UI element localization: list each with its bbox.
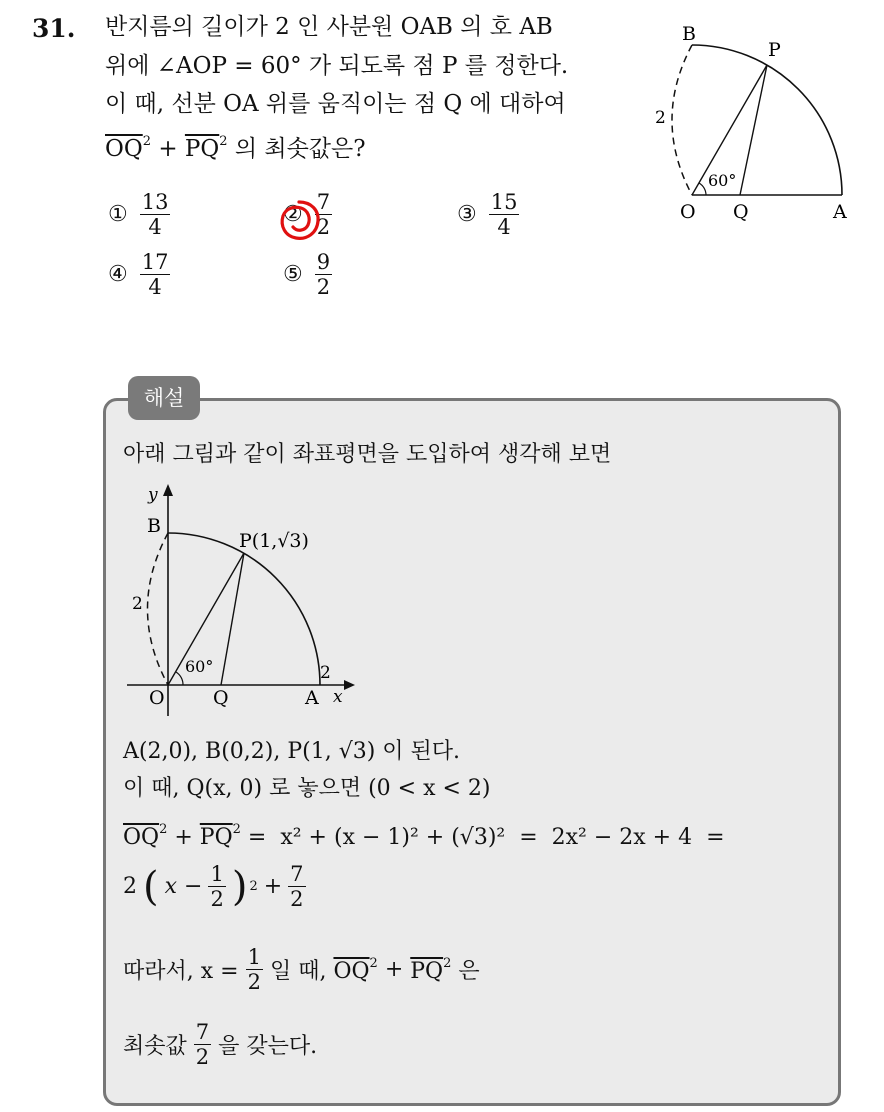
y-axis-arrow-icon bbox=[163, 484, 173, 496]
solution-line-4 bbox=[123, 862, 306, 911]
quarter-circle-figure bbox=[640, 18, 870, 228]
fraction-half bbox=[208, 862, 225, 911]
exponent: 2 bbox=[142, 134, 151, 149]
denominator: 4 bbox=[148, 215, 162, 239]
choice-fraction bbox=[489, 190, 520, 239]
choice-fraction bbox=[140, 190, 171, 239]
segment-oq: $\overline{OQ}$ bbox=[105, 136, 143, 162]
choice-fraction bbox=[315, 250, 332, 299]
conclusion-text: 을 갖는다. bbox=[218, 1034, 318, 1059]
segment-oq: $\overline{OQ}$ bbox=[333, 958, 370, 984]
plus-sign: + bbox=[174, 825, 193, 850]
exponent: 2 bbox=[443, 955, 452, 971]
plus-sign: + bbox=[263, 874, 283, 899]
choice-3[interactable] bbox=[457, 190, 519, 239]
label-a: A bbox=[833, 201, 847, 223]
x-axis-arrow-icon bbox=[344, 680, 355, 690]
label-b: B bbox=[147, 515, 161, 537]
numerator: 15 bbox=[490, 190, 518, 214]
label-b: B bbox=[682, 23, 696, 45]
segment-oq: $\overline{OQ}$ bbox=[123, 825, 160, 850]
question-line-4 bbox=[105, 127, 366, 164]
label-x: x bbox=[333, 687, 343, 707]
label-radius: 2 bbox=[655, 108, 666, 128]
choice-mark: ④ bbox=[108, 262, 128, 287]
choice-fraction bbox=[140, 250, 171, 299]
denominator: 2 bbox=[195, 1045, 210, 1069]
segment-pq bbox=[740, 65, 767, 195]
angle-arc bbox=[699, 183, 706, 195]
exponent: 2 bbox=[219, 134, 228, 149]
dashed-radius bbox=[148, 533, 169, 685]
plus-sign: + bbox=[158, 136, 178, 162]
label-o: O bbox=[149, 687, 165, 709]
numerator: 9 bbox=[316, 250, 331, 274]
numerator: 7 bbox=[195, 1020, 210, 1044]
segment-pq: $\overline{PQ}$ bbox=[410, 958, 444, 984]
coefficient: 2 bbox=[123, 874, 137, 899]
solution-line-1: A(2,0), B(0,2), P(1, √3) 이 된다. bbox=[123, 739, 461, 764]
exponent: 2 bbox=[159, 822, 168, 837]
label-p: P bbox=[768, 39, 781, 61]
label-a: A bbox=[305, 687, 319, 709]
topic-particle: 은 bbox=[458, 959, 480, 984]
label-two-left: 2 bbox=[132, 594, 143, 614]
answer-circle-mark bbox=[275, 196, 323, 244]
label-two-bottom: 2 bbox=[320, 663, 331, 683]
question-line-1: 반지름의 길이가 2 인 사분원 OAB 의 호 AB bbox=[105, 14, 553, 40]
denominator: 2 bbox=[247, 970, 261, 994]
left-paren: ( bbox=[143, 863, 159, 910]
choice-4[interactable] bbox=[108, 250, 170, 299]
right-paren: ) bbox=[231, 863, 248, 910]
choice-mark: ① bbox=[108, 202, 128, 227]
solution-tag: 해설 bbox=[128, 376, 200, 420]
segment-pq: $\overline{PQ}$ bbox=[199, 825, 233, 850]
minimum-text: 최솟값 bbox=[123, 1034, 187, 1059]
label-o: O bbox=[680, 201, 696, 223]
numerator: 17 bbox=[141, 250, 169, 274]
fraction-seven-half bbox=[288, 862, 305, 911]
denominator: 2 bbox=[290, 887, 304, 911]
label-p: P(1,√3) bbox=[239, 530, 309, 552]
choice-mark: ③ bbox=[457, 202, 477, 227]
denominator: 2 bbox=[210, 887, 224, 911]
when-text: 일 때, bbox=[269, 959, 327, 984]
solution-line-5 bbox=[123, 945, 480, 994]
numerator: 7 bbox=[290, 862, 304, 886]
question-line-2: 위에 ∠AOP = 60° 가 되도록 점 P 를 정한다. bbox=[105, 53, 569, 79]
numerator: 1 bbox=[210, 862, 224, 886]
label-q: Q bbox=[213, 687, 229, 709]
choice-1[interactable] bbox=[108, 190, 170, 239]
solution-intro: 아래 그림과 같이 좌표평면을 도입하여 생각해 보면 bbox=[123, 442, 612, 467]
question-tail: 의 최솟값은? bbox=[234, 136, 366, 162]
coordinate-figure bbox=[115, 478, 365, 723]
dashed-radius bbox=[672, 45, 692, 195]
x-minus: x − bbox=[164, 874, 203, 899]
question-number: 31. bbox=[32, 14, 76, 43]
plus-sign: + bbox=[384, 957, 404, 982]
question-line-3: 이 때, 선분 OA 위를 움직이는 점 Q 에 대하여 bbox=[105, 91, 566, 117]
label-y: y bbox=[148, 485, 158, 505]
label-angle: 60° bbox=[708, 171, 737, 190]
label-q: Q bbox=[733, 201, 749, 223]
solution-line-6 bbox=[123, 1020, 317, 1069]
choice-mark: ② bbox=[283, 202, 303, 227]
label-angle: 60° bbox=[185, 657, 214, 676]
exponent: 2 bbox=[232, 822, 241, 837]
denominator: 4 bbox=[497, 215, 511, 239]
exponent: 2 bbox=[369, 955, 378, 971]
denominator: 2 bbox=[316, 215, 331, 239]
numerator: 1 bbox=[247, 945, 261, 969]
exponent: 2 bbox=[249, 879, 258, 894]
segment-pq: $\overline{PQ}$ bbox=[184, 136, 220, 162]
fraction-half bbox=[246, 945, 263, 994]
solution-line-2: 이 때, Q(x, 0) 로 놓으면 (0 < x < 2) bbox=[123, 776, 491, 801]
solution-line-3 bbox=[123, 822, 725, 850]
therefore-text: 따라서, x = bbox=[123, 959, 239, 984]
expansion: = x² + (x − 1)² + (√3)² = 2x² − 2x + 4 = bbox=[247, 825, 725, 850]
numerator: 13 bbox=[141, 190, 169, 214]
numerator: 7 bbox=[316, 190, 331, 214]
fraction-seven-half bbox=[194, 1020, 211, 1069]
choice-5[interactable] bbox=[283, 250, 332, 299]
angle-arc bbox=[176, 672, 183, 685]
choice-mark: ⑤ bbox=[283, 262, 303, 287]
denominator: 4 bbox=[148, 275, 162, 299]
denominator: 2 bbox=[316, 275, 331, 299]
